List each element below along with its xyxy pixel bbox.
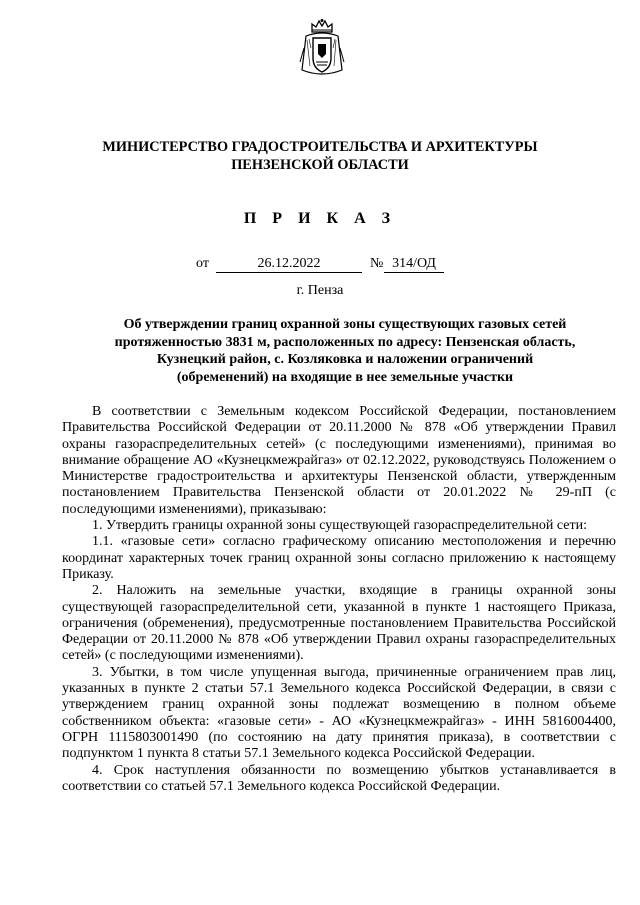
document-number: 314/ОД <box>384 256 444 273</box>
document-subject <box>90 316 600 386</box>
subject-line-3: Кузнецкий район, с. Козляковка и наложении ограничений <box>156 352 534 367</box>
ministry-line-2: ПЕНЗЕНСКОЙ ОБЛАСТИ <box>231 157 409 173</box>
paragraph-item-2: 2. Наложить на земельные участки, входящие в границы охранной зоны существующей газораспределительной сети, указанной в пункте 1 настоящего Приказа, ограничения (обременения), предусмотренные постановлением Правительства Российской Федерации от 20.11.2000 № 878 «Об утверждении Правил охраны газораспределительных сетей» (с последующими изменениями). <box>62 583 616 664</box>
document-date: 26.12.2022 <box>216 256 362 273</box>
subject-line-2: протяженностью 3831 м, расположенных по адресу: Пензенская область, <box>114 334 576 350</box>
date-prefix: от <box>196 256 209 271</box>
subject-line-4: (обременений) на входящие в нее земельные участки <box>176 369 514 385</box>
city-name: г. Пенза <box>296 283 344 298</box>
paragraph-item-3: 3. Убытки, в том числе упущенная выгода, причиненные ограничением прав лиц, указанных в пункте 2 статьи 57.1 Земельного кодекса Российской Федерации, в связи с утверждением границ охранной зоны подлежат возмещению в полном объеме собственником объекта: «газовые сети» - АО «Кузнецкмежрайгаз» - ИНН 5816004400, ОГРН 1115803001490 (по состоянию на дату принятия приказа), в соответствии с подпунктом 1 пункта 8 статьи 57.1 Земельного кодекса Российской Федерации. <box>62 664 616 762</box>
penza-coat-of-arms-icon <box>298 18 346 80</box>
ministry-name <box>40 138 600 174</box>
date-number-row <box>196 256 456 276</box>
document-body <box>62 404 616 795</box>
paragraph-item-1: 1. Утвердить границы охранной зоны существующей газораспределительной сети: <box>92 518 587 534</box>
number-prefix: № <box>370 256 384 271</box>
subject-line-1: Об утверждении границ охранной зоны существующих газовых сетей <box>123 317 567 332</box>
document-type-title: П Р И К А З <box>243 210 397 227</box>
ministry-line-1: МИНИСТЕРСТВО ГРАДОСТРОИТЕЛЬСТВА И АРХИТЕКТУРЫ <box>102 139 538 155</box>
paragraph-item-4: 4. Срок наступления обязанности по возмещению убытков устанавливается в соответствии со статьей 57.1 Земельного кодекса Российской Федерации. <box>62 762 616 794</box>
paragraph-preamble: В соответствии с Земельным кодексом Российской Федерации, постановлением Правительства Российской Федерации от 20.11.2000 № 878 «Об утверждении Правил охраны газораспределительных сетей» (с последующими изменениями), принимая во внимание обращение АО «Кузнецкмежрайгаз» от 02.12.2022, руководствуясь Положением о Министерстве градостроительства и архитектуры Пензенской области, утвержденным постановлением Правительства Пензенской области от 20.01.2022 № 29-пП (с последующими изменениями), приказываю: <box>62 404 616 517</box>
paragraph-item-1-1: 1.1. «газовые сети» согласно графическому описанию местоположения и перечню координат характерных точек границ охранной зоны согласно приложению к настоящему Приказу. <box>62 534 616 582</box>
